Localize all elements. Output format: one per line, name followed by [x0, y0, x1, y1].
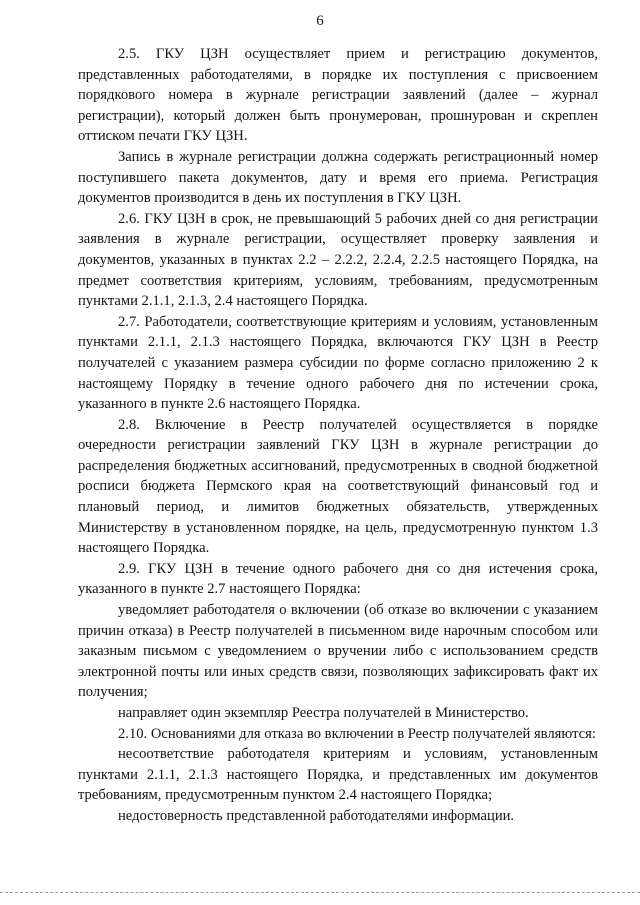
paragraph-2-10: 2.10. Основаниями для отказа во включении в Реестр получателей являются:	[118, 725, 596, 742]
paragraph-2-10-unreliable: недостоверность представленной работодателями информации.	[118, 807, 515, 824]
paragraph-2-5: 2.5. ГКУ ЦЗН осуществляет прием и регистрацию документов, представленных работодателями, в порядке их поступления с присвоением порядкового номера в журнале регистрации заявлений (далее – журнал регистрации), который должен быть пронумерован, прошнурован и скреплен оттиском печати ГКУ ЦЗН.	[78, 46, 598, 145]
page-number: 6	[316, 13, 324, 29]
paragraph-2-10-mismatch: несоответствие работодателя критериям и условиям, установленным пунктами 2.1.1, 2.1.3 настоящего Порядка, и представленных им документов требованиям, предусмотренным пунктом 2.4 настоящего Порядка;	[78, 746, 598, 804]
paragraph-2-9: 2.9. ГКУ ЦЗН в течение одного рабочего дня со дня истечения срока, указанного в пункте 2.7 настоящего Порядка:	[78, 560, 598, 598]
document-body	[78, 44, 598, 827]
paragraph-2-9-send: направляет один экземпляр Реестра получателей в Министерство.	[118, 705, 529, 721]
paragraph-2-8: 2.8. Включение в Реестр получателей осуществляется в порядке очередности регистрации заявлений ГКУ ЦЗН в журнале регистрации до распределения бюджетных ассигнований, предусмотренных в сводной бюджетной росписи бюджета Пермского края на соответствующий финансовый год и плановый период, и лимитов бюджетных обязательств, утвержденных Министерству в установленном порядке, на цель, предусмотренную пунктом 1.3 настоящего Порядка.	[78, 416, 598, 557]
paragraph-registration-record: Запись в журнале регистрации должна содержать регистрационный номер поступившего пакета документов, дату и время его приема. Регистрация документов производится в день их поступления в ГКУ ЦЗН.	[78, 148, 598, 207]
paragraph-2-6: 2.6. ГКУ ЦЗН в срок, не превышающий 5 рабочих дней со дня регистрации заявления в журнале регистрации, осуществляет проверку заявления и документов, указанных в пунктах 2.2 – 2.2.2, 2.2.4, 2.2.5 настоящего Порядка, на предмет соответствия критериям, условиям, требованиям, предусмотренным пунктами 2.1.1, 2.1.3, 2.4 настоящего Порядка.	[78, 210, 598, 310]
paragraph-2-7: 2.7. Работодатели, соответствующие критериям и условиям, установленным пунктами 2.1.1, 2.1.3 настоящего Порядка, включаются ГКУ ЦЗН в Реестр получателей с указанием размера субсидии по форме согласно приложению 2 к настоящему Порядку в течение одного рабочего дня по истечении срока, указанного в пункте 2.6 настоящего Порядка.	[78, 313, 598, 413]
scan-edge-line	[0, 892, 640, 893]
paragraph-2-9-notify: уведомляет работодателя о включении (об отказе во включении с указанием причин отказа) в Реестр получателей в письменном виде нарочным способом или заказным письмом с уведомлением о вручении либо с использованием средств электронной почты или иных средств связи, позволяющих зафиксировать факт их получения;	[78, 602, 598, 701]
